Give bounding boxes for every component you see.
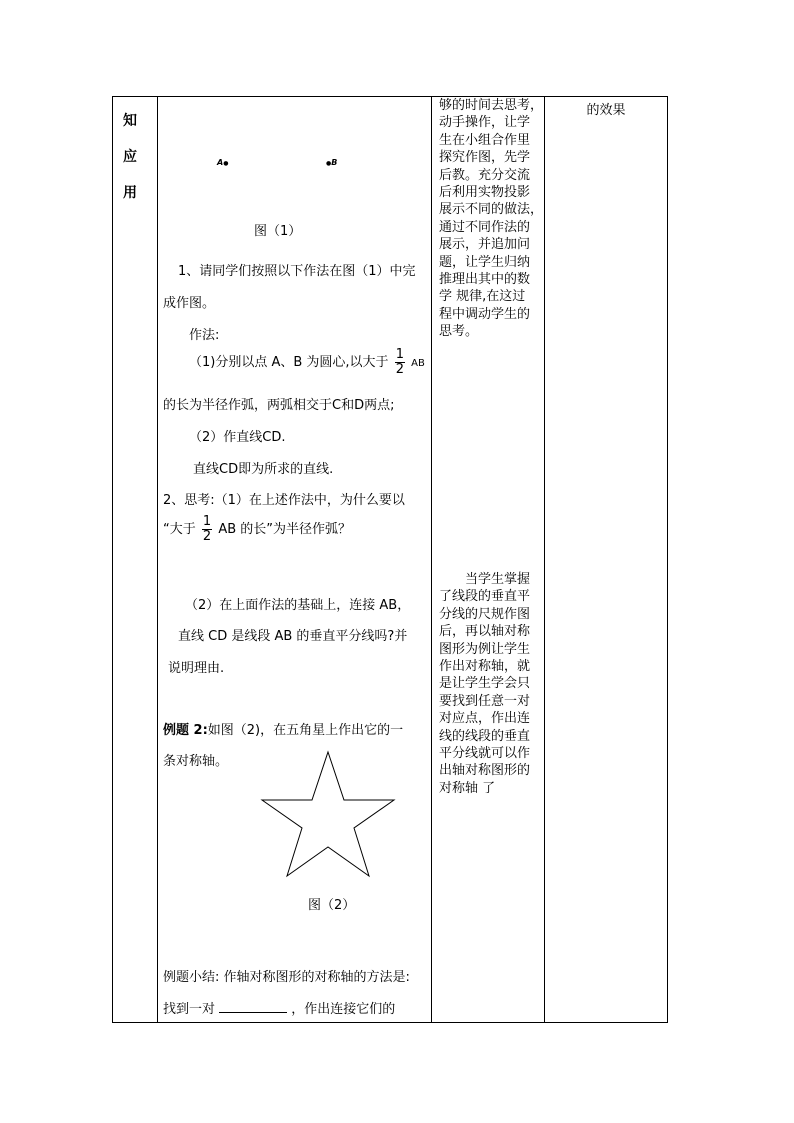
text-line: 后利用实物投影 xyxy=(439,185,531,201)
text-line: 当学生掌握 xyxy=(439,572,531,587)
point-a: A● xyxy=(217,158,229,167)
text-line: 够的时间去思考， xyxy=(439,98,544,113)
section-label-char: 用 xyxy=(123,185,137,201)
figure-2-caption: 图（2） xyxy=(308,898,356,913)
question-2-line-3: 说明理由. xyxy=(168,661,225,676)
text-line: 出轴对称图形的 xyxy=(439,763,531,779)
lesson-table xyxy=(112,96,668,1023)
text-line: 学 规律,在这过 xyxy=(439,289,526,305)
summary-line-1: 例题小结: 作轴对称图形的对称轴的方法是: xyxy=(163,970,410,985)
step-2: （2）作直线CD. xyxy=(189,430,286,445)
column-divider xyxy=(431,97,432,1022)
question-2-line-1: （2）在上面作法的基础上，连接 AB， xyxy=(185,598,411,613)
text-line: 通过不同作法的 xyxy=(439,219,531,235)
text-line: 线的线段的垂直 xyxy=(439,728,531,744)
text-line: 对称轴 了 xyxy=(439,780,496,796)
step-1: （1)分别以点 A、B 为圆心,以大于 $\frac{1}{2}$ AB xyxy=(189,347,425,377)
summary-line-2: 找到一对 ，作出连接它们的 xyxy=(163,1002,396,1017)
text-line: 程中调动学生的 xyxy=(439,306,531,322)
fraction-half: $\frac{1}{2}$ xyxy=(202,514,212,544)
point-b: ●B xyxy=(326,158,338,167)
text-line: 展示不同的做法， xyxy=(439,202,544,218)
text-line: 是让学生学会只 xyxy=(439,676,531,692)
text-line: 推理出其中的数 xyxy=(439,272,531,288)
text-line: 要找到任意一对 xyxy=(439,693,531,709)
text-line: 图形为例让学生 xyxy=(439,641,531,657)
step-1-line-2: 的长为半径作弧，两弧相交于C和D两点; xyxy=(163,398,395,413)
text-line: 思考。 xyxy=(439,324,479,340)
text-line: 作出对称轴，就 xyxy=(439,659,531,675)
text-line: 平分线就可以作 xyxy=(439,746,531,762)
think-line-2: “大于 $\frac{1}{2}$ AB 的长”为半径作弧？ xyxy=(163,514,351,544)
task-1-line-1: 1、请同学们按照以下作法在图（1）中完 xyxy=(178,264,416,279)
text-line: 后教。充分交流 xyxy=(439,167,531,183)
text-line: 对应点，作出连 xyxy=(439,711,531,727)
section-label xyxy=(121,103,139,211)
section-label-char: 知 xyxy=(123,113,137,129)
task-1-line-2: 成作图。 xyxy=(163,296,216,311)
text-line: 后，再以轴对称 xyxy=(439,624,531,640)
fill-in-blank xyxy=(219,1000,287,1013)
effect-text: 的效果 xyxy=(586,103,626,118)
fraction-half: $\frac{1}{2}$ xyxy=(395,347,404,377)
text-line: 动手操作，让学 xyxy=(439,115,531,131)
figure-1-caption: 图（1） xyxy=(254,224,302,239)
column-divider xyxy=(544,97,545,1022)
text-line: 探究作图，先学 xyxy=(439,150,531,166)
method-label: 作法: xyxy=(189,328,220,343)
intent-block-2 xyxy=(439,571,530,797)
text-line: 生在小组合作里 xyxy=(439,132,531,148)
text-line: 题，让学生归纳 xyxy=(439,254,531,270)
text-line: 分线的尺规作图 xyxy=(439,606,531,622)
result-text: 直线CD即为所求的直线. xyxy=(193,462,334,477)
content-column xyxy=(158,97,430,1022)
text-line: 了线段的垂直平 xyxy=(439,589,531,605)
example-2-line-1: 例题 2:如图（2)，在五角星上作出它的一 xyxy=(163,723,404,738)
question-2-line-2: 直线 CD 是线段 AB 的垂直平分线吗?并 xyxy=(178,629,408,644)
five-pointed-star-figure xyxy=(258,748,398,883)
example-2-line-2: 条对称轴。 xyxy=(163,754,229,769)
think-line-1: 2、思考:（1）在上述作法中，为什么要以 xyxy=(163,493,405,508)
text-line: 展示，并追加问 xyxy=(439,237,531,253)
intent-block-1 xyxy=(439,97,543,341)
section-label-char: 应 xyxy=(123,149,137,165)
